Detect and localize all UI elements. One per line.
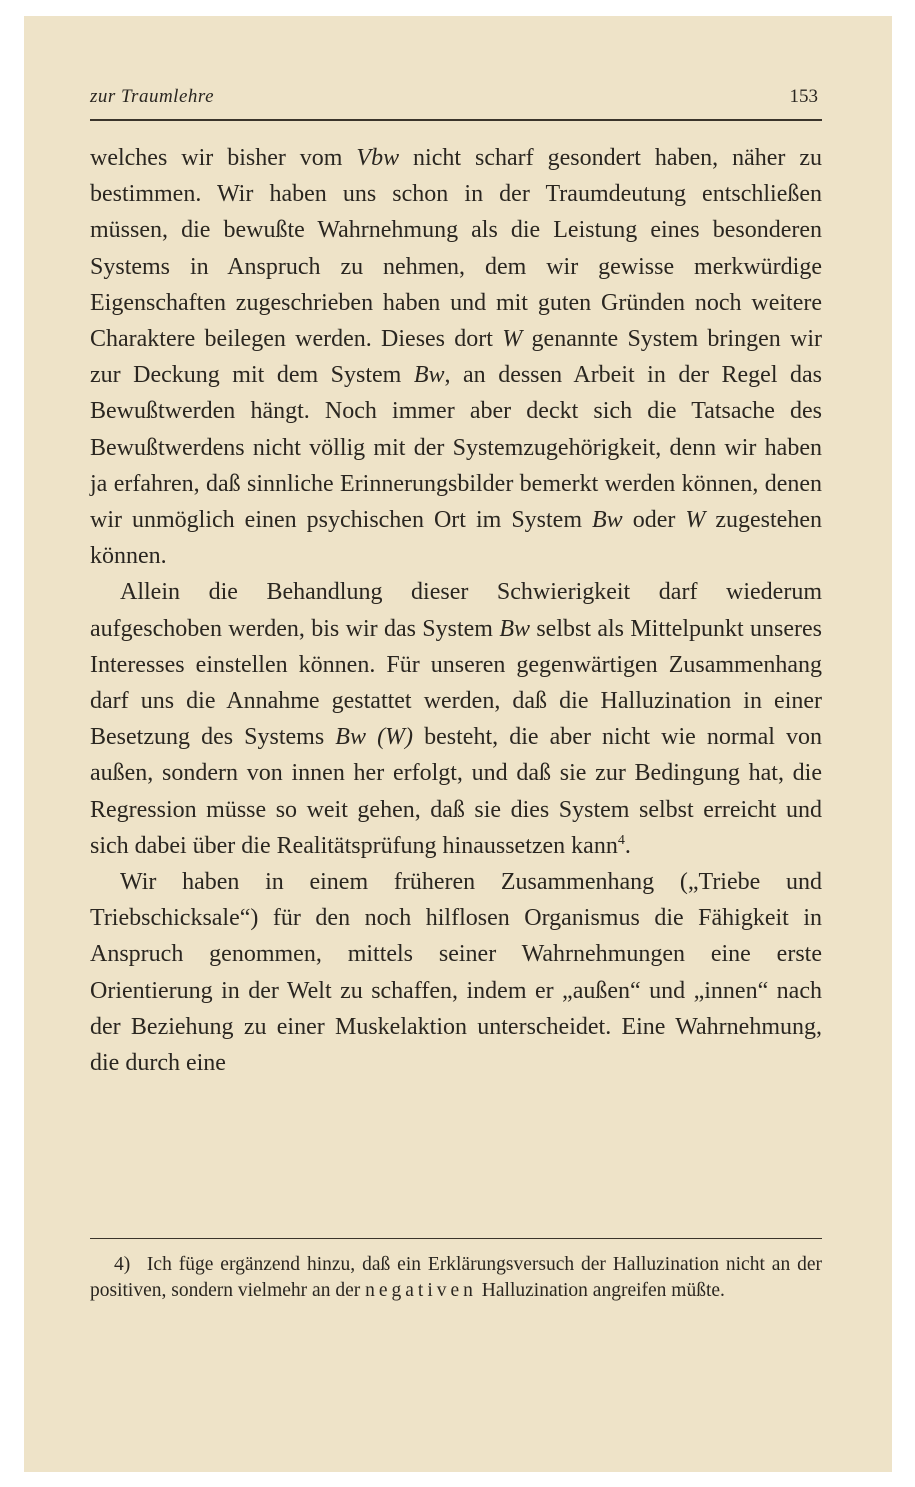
text-run: zugestehen können. [90,507,822,570]
footnote-ref: 4 [617,832,625,848]
text-run: genannte System bringen wir zur Deckung mit dem System [90,326,823,389]
paragraph-3 [90,864,822,1081]
paragraph-1 [90,140,822,574]
text-run: besteht, die aber nicht wie normal von außen, sondern von innen her erfolgt, und daß sie zur Bedingung hat, die Regression müsse so weit gehen, daß sie dies System selbst erreicht und sich dabei über die Realitätsprüfung hinaussetzen kann [90,724,822,859]
abbrev-bw-w: Bw (W) [335,724,414,751]
body-text [90,140,822,1081]
abbrev-bw: Bw [499,615,530,642]
abbrev-bw: Bw [413,362,445,389]
footnote-mark: 4) [114,1254,131,1275]
text-run: Wir haben in einem früheren Zusammenhang („Triebe und Triebschicksale“) für den noch hilflosen Organismus die Fähigkeit in Anspruch genommen, mittels seiner Wahrnehmungen eine erste Orientierung in der Welt zu schaffen, indem er „außen“ und „innen“ nach der Beziehung zu einer Muskelaktion unterscheidet. Eine Wahrnehmung, die durch eine [90,869,822,1077]
page-number: 153 [789,86,818,107]
paragraph-2 [90,574,822,864]
text-run: Allein die Behandlung dieser Schwierigkeit darf wiederum aufgeschoben werden, bis wir das System [90,579,822,642]
book-page [24,16,892,1472]
abbrev-bw: Bw [592,507,623,534]
footnote-text: Ich füge ergänzend hinzu, daß ein Erklärungsversuch der Halluzination nicht an der positiven, sondern vielmehr an der [90,1254,823,1301]
header-rule [90,119,822,121]
text-run: , an dessen Arbeit in der Regel das Bewußtwerden hängt. Noch immer aber deckt sich die Tatsache des Bewußtwerdens nicht völlig mit der Systemzugehörigkeit, denn wir haben ja erfahren, daß sinnliche Erinnerungsbilder bemerkt werden können, denen wir unmöglich einen psychischen Ort im System [90,362,822,534]
footnote-rule [90,1238,822,1239]
footnote [90,1252,822,1304]
page-header [90,86,822,114]
footnote-text: Halluzination angreifen müßte. [476,1280,725,1301]
text-run: oder [622,507,686,534]
text-run: nicht scharf gesondert haben, näher zu bestimmen. Wir haben uns schon in der Traumdeutung entschließen müssen, die bewußte Wahrnehmung als die Leistung eines besonderen Systems in Anspruch zu nehmen, dem wir gewisse merkwürdige Eigenschaften zugeschrieben haben und mit guten Gründen noch weitere Charaktere beilegen werden. Dieses dort [90,145,822,353]
abbrev-vbw: Vbw [356,145,400,171]
text-run: welches wir bisher vom [90,145,357,171]
abbrev-w: W [685,507,706,534]
text-run: selbst als Mittelpunkt unseres Interesses einstellen können. Für unseren gegenwärtigen Zusammenhang darf uns die Annahme gestattet werden, daß die Halluzination in einer Besetzung des Systems [90,615,822,751]
abbrev-w: W [502,326,523,353]
running-title: zur Traumlehre [90,86,215,107]
footnote-emphasis: negativen [365,1280,477,1301]
text-run: . [624,832,631,859]
